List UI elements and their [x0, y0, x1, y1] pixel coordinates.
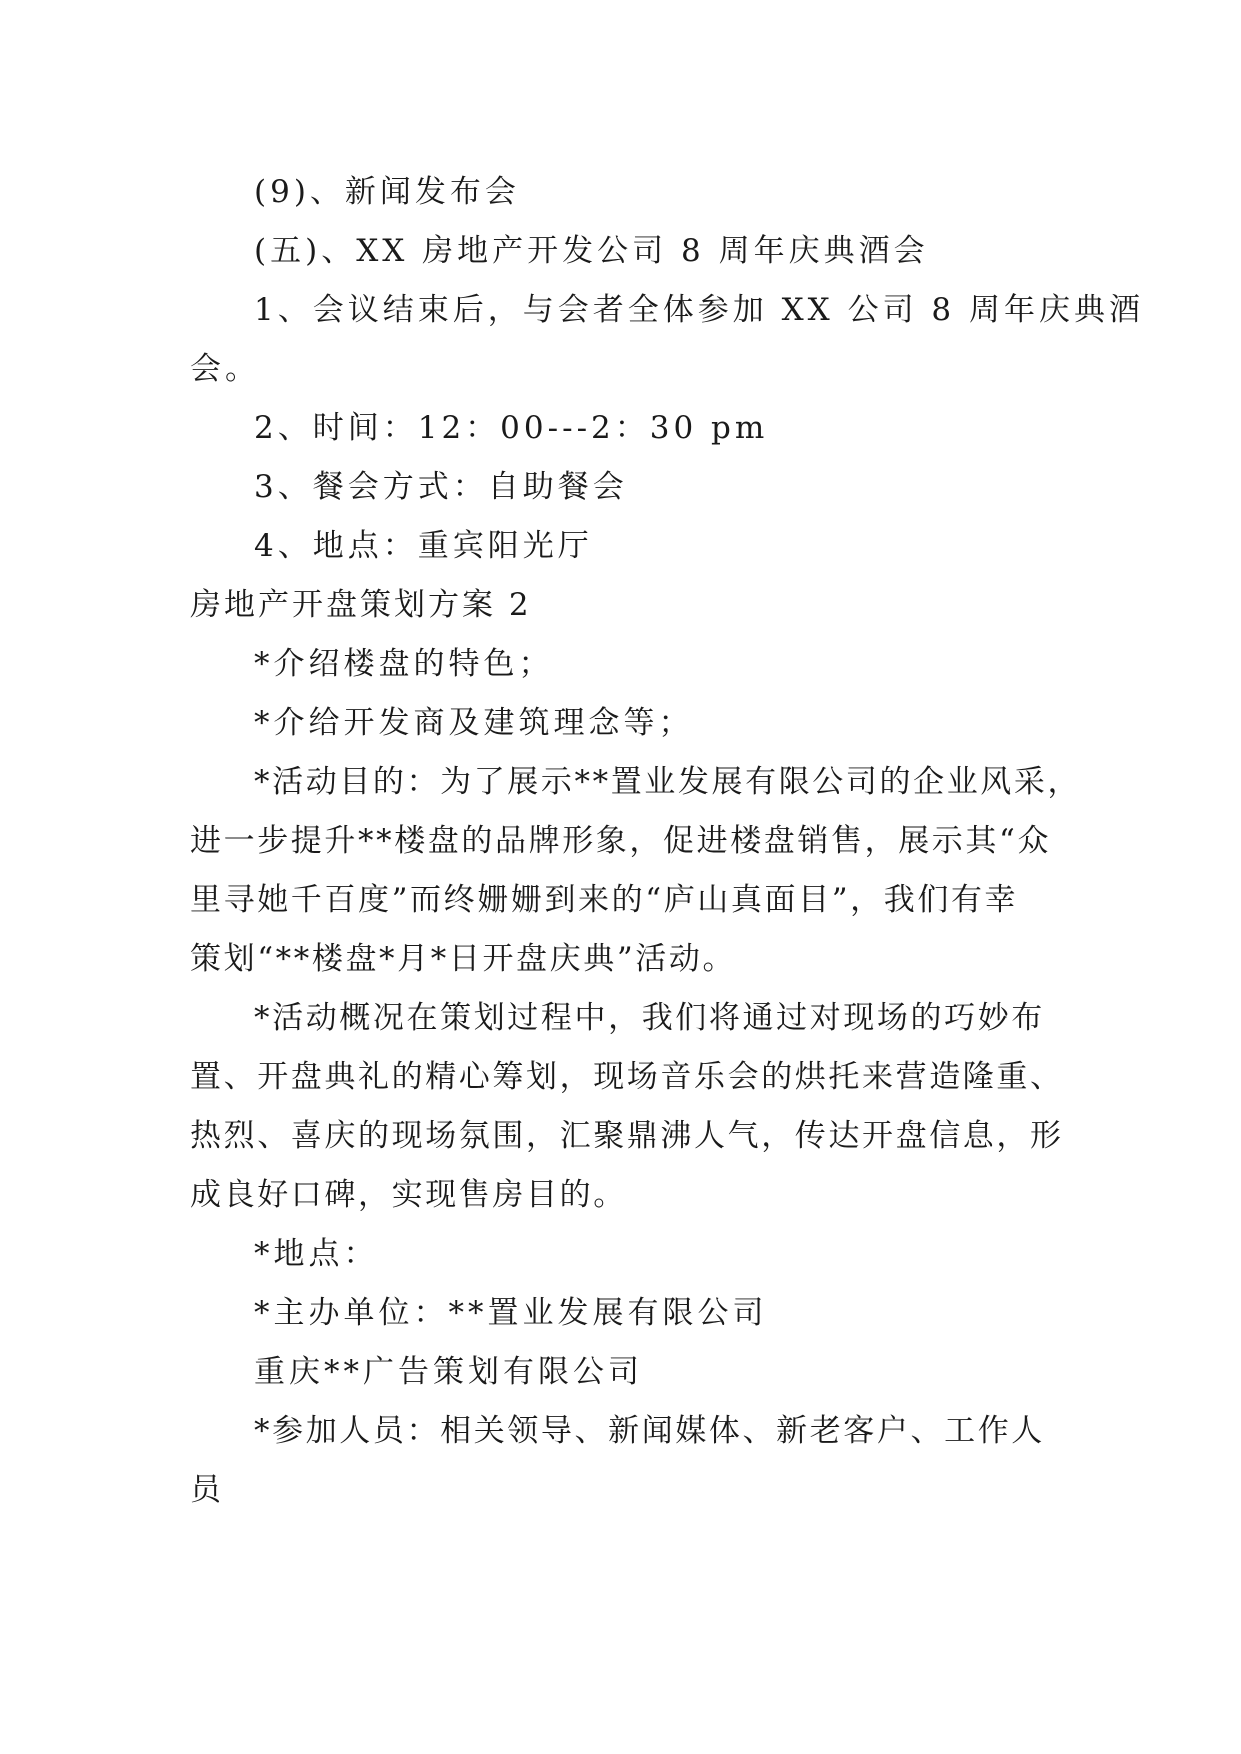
document-body	[190, 163, 1144, 1520]
section-heading-anniversary-banquet: (五)、XX 房地产开发公司 8 周年庆典酒会	[254, 233, 929, 269]
paragraph-line: 1、会议结束后，与会者全体参加 XX 公司 8 周年庆典酒	[254, 292, 1144, 328]
list-item-press-conference: (9)、新闻发布会	[254, 174, 520, 210]
paragraph-line: 热烈、喜庆的现场氛围，汇聚鼎沸人气，传达开盘信息，形	[190, 1118, 1064, 1154]
paragraph-line: 成良好口碑，实现售房目的。	[190, 1177, 627, 1213]
paragraph-line: *介绍楼盘的特色；	[254, 646, 554, 682]
paragraph-line: *参加人员：相关领导、新闻媒体、新老客户、工作人	[254, 1413, 1045, 1449]
paragraph-line: 策划“**楼盘*月*日开盘庆典”活动。	[190, 941, 737, 977]
paragraph-line: *地点：	[254, 1236, 379, 1272]
paragraph-line: 2、时间：12：00---2：30 pm	[254, 410, 769, 446]
document-title: 房地产开盘策划方案 2	[190, 587, 532, 623]
paragraph-line: 会。	[190, 351, 260, 387]
paragraph-line: *活动目的：为了展示**置业发展有限公司的企业风采，	[254, 764, 1082, 800]
paragraph-line: *主办单位：**置业发展有限公司	[254, 1295, 768, 1331]
paragraph-line: 员	[190, 1472, 225, 1508]
paragraph-line: 置、开盘典礼的精心筹划，现场音乐会的烘托来营造隆重、	[190, 1059, 1064, 1095]
paragraph-line: *介给开发商及建筑理念等；	[254, 705, 694, 741]
paragraph-line: 里寻她千百度”而终姗姗到来的“庐山真面目”，我们有幸	[190, 882, 1019, 918]
paragraph-line: 重庆**广告策划有限公司	[254, 1354, 643, 1390]
paragraph-line: 3、餐会方式：自助餐会	[254, 469, 628, 505]
paragraph-line: *活动概况在策划过程中，我们将通过对现场的巧妙布	[254, 1000, 1045, 1036]
paragraph-line: 进一步提升**楼盘的品牌形象，促进楼盘销售，展示其“众	[190, 823, 1052, 859]
paragraph-line: 4、地点：重宾阳光厅	[254, 528, 593, 564]
